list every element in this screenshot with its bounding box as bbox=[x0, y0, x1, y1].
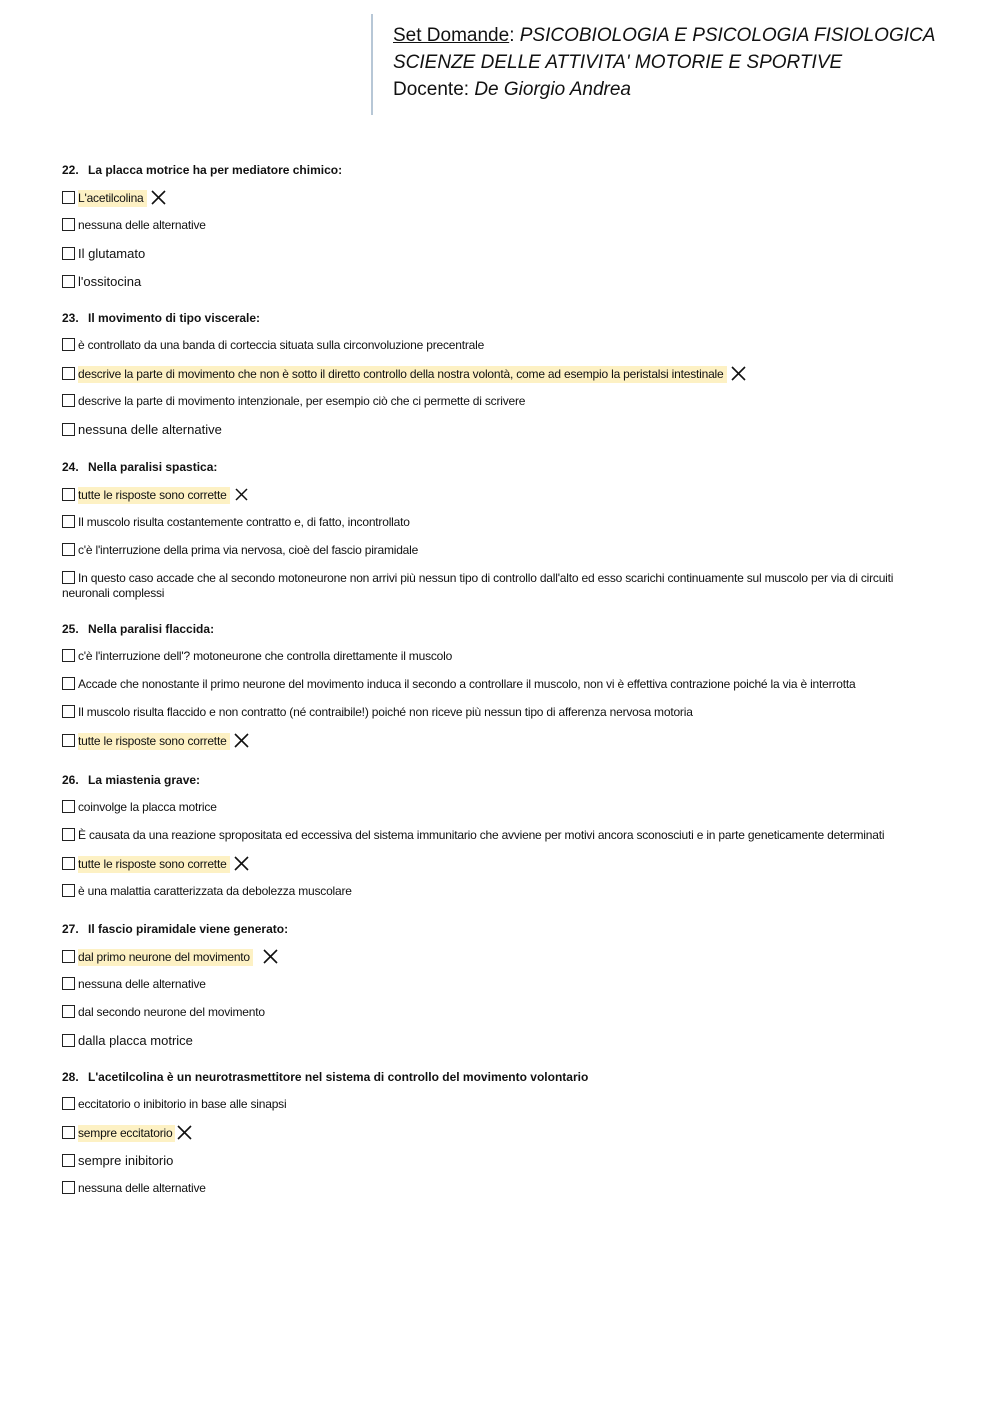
selected-x-icon bbox=[263, 949, 278, 964]
answer-checkbox[interactable] bbox=[62, 828, 75, 841]
answer-option[interactable] bbox=[62, 1181, 942, 1201]
answer-option[interactable] bbox=[62, 733, 942, 753]
selected-x-icon bbox=[234, 856, 249, 871]
answer-text: è una malattia caratterizzata da debolezza muscolare bbox=[78, 884, 352, 898]
answer-checkbox[interactable] bbox=[62, 1005, 75, 1018]
question-28 bbox=[62, 1070, 942, 1209]
answer-checkbox[interactable] bbox=[62, 1097, 75, 1110]
answer-checkbox[interactable] bbox=[62, 367, 75, 380]
answer-checkbox[interactable] bbox=[62, 571, 75, 584]
answer-text: In questo caso accade che al secondo motoneurone non arrivi più nessun tipo di controllo dall'alto ed esso scarichi continuamente sul muscolo per via di circuiti neuronali complessi bbox=[62, 571, 894, 600]
teacher-label: Docente: bbox=[393, 79, 470, 100]
answer-option[interactable] bbox=[62, 366, 942, 386]
answer-text: c'è l'interruzione dell'? motoneurone che controlla direttamente il muscolo bbox=[78, 649, 453, 663]
question-title bbox=[62, 163, 942, 177]
answer-text: Accade che nonostante il primo neurone del movimento induca il secondo a controllare il muscolo, non vi è effettiva contrazione poiché la via è interrotta bbox=[78, 677, 856, 691]
answer-option[interactable] bbox=[62, 246, 942, 266]
answer-text: descrive la parte di movimento che non è sotto il diretto controllo della nostra volontà, come ad esempio la peristalsi intestinale bbox=[78, 366, 727, 383]
selected-x-icon bbox=[234, 733, 249, 748]
answer-text: È causata da una reazione spropositata ed eccessiva del sistema immunitario che avviene per motivi ancora sconosciuti e in parte geneticamente determinati bbox=[78, 828, 885, 842]
answer-checkbox[interactable] bbox=[62, 394, 75, 407]
answer-option[interactable] bbox=[62, 515, 942, 535]
answer-checkbox[interactable] bbox=[62, 218, 75, 231]
answer-text: tutte le risposte sono corrette bbox=[78, 856, 230, 873]
question-title bbox=[62, 922, 942, 936]
question-23 bbox=[62, 311, 942, 450]
answer-checkbox[interactable] bbox=[62, 800, 75, 813]
answer-text: tutte le risposte sono corrette bbox=[78, 487, 230, 504]
answer-option[interactable] bbox=[62, 422, 942, 442]
answer-option[interactable] bbox=[62, 800, 942, 820]
answer-text: dal primo neurone del movimento bbox=[78, 949, 253, 966]
answer-checkbox[interactable] bbox=[62, 977, 75, 990]
question-number: 24. bbox=[62, 460, 79, 474]
header-set-line bbox=[393, 22, 971, 49]
answer-option[interactable] bbox=[62, 1153, 942, 1173]
question-number: 26. bbox=[62, 773, 79, 787]
answer-checkbox[interactable] bbox=[62, 705, 75, 718]
answer-text: nessuna delle alternative bbox=[78, 218, 206, 232]
answer-option[interactable] bbox=[62, 487, 942, 507]
answer-text: nessuna delle alternative bbox=[78, 422, 222, 437]
answer-checkbox[interactable] bbox=[62, 857, 75, 870]
question-number: 28. bbox=[62, 1070, 79, 1084]
answer-option[interactable] bbox=[62, 949, 942, 969]
answer-option[interactable] bbox=[62, 677, 942, 697]
course-title: PSICOBIOLOGIA E PSICOLOGIA FISIOLOGICA bbox=[519, 25, 936, 46]
answer-text: tutte le risposte sono corrette bbox=[78, 733, 230, 750]
answer-checkbox[interactable] bbox=[62, 543, 75, 556]
answer-option[interactable] bbox=[62, 1097, 942, 1117]
question-text: Il movimento di tipo viscerale: bbox=[88, 311, 261, 325]
answer-option[interactable] bbox=[62, 1005, 942, 1025]
answer-text: nessuna delle alternative bbox=[78, 977, 206, 991]
answer-text: Il muscolo risulta costantemente contratto e, di fatto, incontrollato bbox=[78, 515, 410, 529]
question-24 bbox=[62, 460, 942, 609]
selected-x-icon bbox=[177, 1125, 192, 1140]
teacher-name: De Giorgio Andrea bbox=[474, 79, 631, 100]
question-26 bbox=[62, 773, 942, 912]
answer-text: dalla placca motrice bbox=[78, 1033, 193, 1048]
question-25 bbox=[62, 622, 942, 761]
answer-checkbox[interactable] bbox=[62, 275, 75, 288]
answer-option[interactable] bbox=[62, 705, 942, 725]
answer-text: Il muscolo risulta flaccido e non contratto (né contraibile!) poiché non riceve più nessun tipo di afferenza nervosa motoria bbox=[78, 705, 693, 719]
set-colon: : bbox=[509, 25, 515, 46]
answer-text: sempre inibitorio bbox=[78, 1153, 174, 1168]
answer-checkbox[interactable] bbox=[62, 423, 75, 436]
question-title bbox=[62, 622, 942, 636]
answer-checkbox[interactable] bbox=[62, 515, 75, 528]
answer-text: eccitatorio o inibitorio in base alle sinapsi bbox=[78, 1097, 287, 1111]
answer-checkbox[interactable] bbox=[62, 1034, 75, 1047]
answer-option[interactable] bbox=[62, 190, 942, 210]
answer-option[interactable] bbox=[62, 1125, 942, 1145]
question-number: 25. bbox=[62, 622, 79, 636]
answer-option[interactable] bbox=[62, 274, 942, 294]
question-text: Il fascio piramidale viene generato: bbox=[88, 922, 289, 936]
answer-text: coinvolge la placca motrice bbox=[78, 800, 217, 814]
document-header bbox=[371, 14, 971, 115]
answer-checkbox[interactable] bbox=[62, 950, 75, 963]
answer-text: Il glutamato bbox=[78, 246, 146, 261]
question-text: La miastenia grave: bbox=[88, 773, 201, 787]
question-number: 23. bbox=[62, 311, 79, 325]
answer-option[interactable] bbox=[62, 649, 942, 669]
answer-option[interactable] bbox=[62, 884, 942, 904]
answer-checkbox[interactable] bbox=[62, 191, 75, 204]
answer-text: dal secondo neurone del movimento bbox=[78, 1005, 265, 1019]
question-text: La placca motrice ha per mediatore chimico: bbox=[88, 163, 343, 177]
set-label: Set Domande bbox=[393, 25, 510, 46]
answer-checkbox[interactable] bbox=[62, 649, 75, 662]
question-number: 27. bbox=[62, 922, 79, 936]
program-name: SCIENZE DELLE ATTIVITA' MOTORIE E SPORTIVE bbox=[393, 52, 843, 73]
question-27 bbox=[62, 922, 942, 1061]
question-title bbox=[62, 311, 942, 325]
question-text: Nella paralisi spastica: bbox=[88, 460, 218, 474]
question-text: L'acetilcolina è un neurotrasmettitore nel sistema di controllo del movimento volontario bbox=[88, 1070, 589, 1084]
question-number: 22. bbox=[62, 163, 79, 177]
answer-checkbox[interactable] bbox=[62, 1181, 75, 1194]
header-teacher-line bbox=[393, 76, 971, 103]
answer-checkbox[interactable] bbox=[62, 734, 75, 747]
answer-text: è controllato da una banda di corteccia situata sulla circonvoluzione precentrale bbox=[78, 338, 485, 352]
question-title bbox=[62, 460, 942, 474]
answer-text: sempre eccitatorio bbox=[78, 1125, 175, 1142]
answer-checkbox[interactable] bbox=[62, 247, 75, 260]
answer-checkbox[interactable] bbox=[62, 488, 75, 501]
answer-text: L'acetilcolina bbox=[78, 190, 147, 207]
selected-x-icon bbox=[731, 366, 746, 381]
question-text: Nella paralisi flaccida: bbox=[88, 622, 215, 636]
answer-checkbox[interactable] bbox=[62, 884, 75, 897]
answer-text: c'è l'interruzione della prima via nervosa, cioè del fascio piramidale bbox=[78, 543, 419, 557]
answer-text: l'ossitocina bbox=[78, 274, 142, 289]
answer-checkbox[interactable] bbox=[62, 338, 75, 351]
question-title bbox=[62, 1070, 942, 1084]
answer-option[interactable] bbox=[62, 1033, 942, 1053]
answer-text: nessuna delle alternative bbox=[78, 1181, 206, 1195]
answer-text: descrive la parte di movimento intenzionale, per esempio ciò che ci permette di scrivere bbox=[78, 394, 526, 408]
selected-x-icon bbox=[234, 487, 249, 502]
question-title bbox=[62, 773, 942, 787]
answer-option[interactable] bbox=[62, 828, 942, 848]
answer-checkbox[interactable] bbox=[62, 1126, 75, 1139]
answer-checkbox[interactable] bbox=[62, 1154, 75, 1167]
answer-option[interactable] bbox=[62, 218, 942, 238]
answer-option[interactable] bbox=[62, 571, 942, 601]
answer-option[interactable] bbox=[62, 977, 942, 997]
selected-x-icon bbox=[151, 190, 166, 205]
answer-option[interactable] bbox=[62, 543, 942, 563]
question-22 bbox=[62, 163, 942, 302]
answer-option[interactable] bbox=[62, 856, 942, 876]
answer-option[interactable] bbox=[62, 394, 942, 414]
answer-option[interactable] bbox=[62, 338, 942, 358]
answer-checkbox[interactable] bbox=[62, 677, 75, 690]
